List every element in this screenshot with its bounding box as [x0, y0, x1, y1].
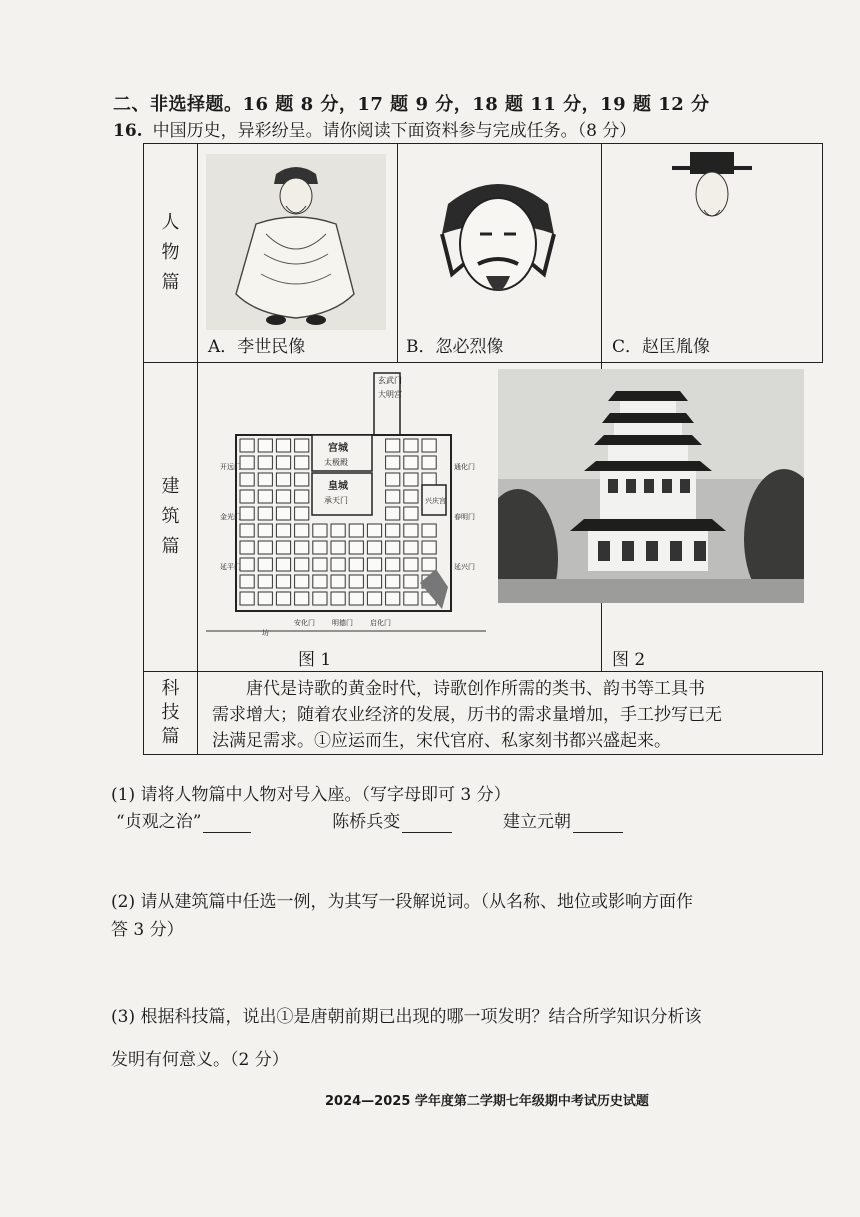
- city-ward-block: [349, 558, 363, 571]
- city-ward-block: [386, 507, 400, 520]
- svg-text:延平门: 延平门: [220, 563, 241, 571]
- city-ward-block: [258, 507, 272, 520]
- city-ward-block: [313, 592, 327, 605]
- city-ward-block: [240, 473, 254, 486]
- city-ward-block: [404, 558, 418, 571]
- blank2-label: 陈桥兵变: [332, 812, 401, 832]
- question-number: 16.: [113, 121, 143, 141]
- city-ward-block: [295, 558, 309, 571]
- city-ward-block: [240, 507, 254, 520]
- svg-text:太极殿: 太极殿: [324, 458, 348, 467]
- city-ward-block: [367, 575, 381, 588]
- portrait-caption-a: A．李世民像: [208, 337, 306, 357]
- figure1-cell: [198, 363, 646, 672]
- city-ward-block: [349, 541, 363, 554]
- city-ward-block: [258, 473, 272, 486]
- city-ward-block: [367, 524, 381, 537]
- city-ward-block: [404, 541, 418, 554]
- city-ward-block: [258, 439, 272, 452]
- city-ward-block: [295, 592, 309, 605]
- svg-text:春明门: 春明门: [454, 513, 475, 521]
- city-ward-block: [386, 558, 400, 571]
- city-ward-block: [258, 558, 272, 571]
- city-ward-block: [240, 456, 254, 469]
- city-ward-block: [313, 524, 327, 537]
- svg-text:启化门: 启化门: [370, 619, 391, 627]
- city-ward-block: [295, 456, 309, 469]
- city-ward-block: [313, 575, 327, 588]
- subquestion-1-blanks: [116, 807, 623, 833]
- city-ward-block: [276, 524, 290, 537]
- city-ward-block: [422, 473, 436, 486]
- people-row: [144, 144, 823, 363]
- city-ward-block: [349, 592, 363, 605]
- portrait-caption-c: C．赵匡胤像: [612, 337, 711, 357]
- city-ward-block: [422, 439, 436, 452]
- svg-text:承天门: 承天门: [324, 496, 348, 505]
- city-ward-block: [422, 558, 436, 571]
- city-ward-block: [404, 575, 418, 588]
- portrait-cell-b: [398, 144, 602, 363]
- answer-blank-2[interactable]: [402, 812, 452, 833]
- city-ward-block: [331, 541, 345, 554]
- city-ward-block: [331, 592, 345, 605]
- city-ward-block: [276, 439, 290, 452]
- city-ward-block: [386, 575, 400, 588]
- city-ward-block: [367, 541, 381, 554]
- city-ward-block: [422, 541, 436, 554]
- city-ward-block: [386, 473, 400, 486]
- svg-text:玄武门: 玄武门: [378, 376, 402, 385]
- figure2-caption: 图 2: [612, 650, 646, 670]
- section-title: 二、非选择题。16 题 8 分，17 题 9 分，18 题 11 分，19 题 12 分: [113, 94, 710, 115]
- buildings-row: [144, 363, 823, 672]
- city-ward-block: [422, 524, 436, 537]
- city-ward-block: [258, 575, 272, 588]
- tech-paragraph: 唐代是诗歌的黄金时代，诗歌创作所需的类书、韵书等工具书 需求增大；随着农业经济的发展，历书的需求量增加，手工抄写已无 法满足需求。①应运而生，宋代官府、私家刻书都兴盛起来。: [212, 679, 722, 751]
- answer-blank-1[interactable]: [203, 812, 251, 833]
- city-ward-block: [276, 558, 290, 571]
- city-ward-block: [349, 524, 363, 537]
- subquestion-2-line1: (2) 请从建筑篇中任选一例，为其写一段解说词。（从名称、地位或影响方面作: [111, 892, 693, 912]
- blank1-label: “贞观之治”: [116, 812, 202, 832]
- tech-row: [144, 672, 823, 755]
- city-ward-block: [386, 541, 400, 554]
- city-ward-block: [367, 558, 381, 571]
- people-row-label: 人 物 篇: [144, 144, 198, 363]
- city-ward-block: [404, 439, 418, 452]
- figure1-caption: 图 1: [298, 650, 332, 670]
- city-ward-block: [331, 575, 345, 588]
- city-ward-block: [240, 558, 254, 571]
- city-ward-block: [240, 439, 254, 452]
- svg-text:坊: 坊: [262, 629, 269, 637]
- portrait-cell-c: [602, 144, 823, 363]
- svg-text:延兴门: 延兴门: [454, 563, 475, 571]
- city-ward-block: [295, 507, 309, 520]
- city-ward-block: [331, 524, 345, 537]
- city-ward-block: [404, 490, 418, 503]
- kublai-khan-portrait: [428, 164, 568, 314]
- city-ward-block: [240, 592, 254, 605]
- city-ward-block: [258, 592, 272, 605]
- material-table: [143, 143, 823, 755]
- city-ward-block: [313, 541, 327, 554]
- city-ward-block: [276, 592, 290, 605]
- city-ward-block: [386, 439, 400, 452]
- city-ward-block: [240, 541, 254, 554]
- question-16-stem: [113, 116, 636, 141]
- svg-text:通化门: 通化门: [454, 463, 475, 471]
- svg-text:金光门: 金光门: [220, 513, 241, 521]
- city-ward-block: [386, 524, 400, 537]
- page-footer: 2024—2025 学年度第二学期七年级期中考试历史试题: [325, 1094, 649, 1109]
- city-ward-block: [276, 473, 290, 486]
- svg-text:明德门: 明德门: [332, 619, 353, 627]
- city-ward-block: [276, 575, 290, 588]
- city-ward-block: [404, 524, 418, 537]
- city-ward-block: [313, 558, 327, 571]
- city-ward-block: [295, 524, 309, 537]
- li-shimin-portrait: [206, 154, 386, 330]
- svg-text:兴庆宫: 兴庆宫: [425, 497, 446, 505]
- svg-text:大明宫: 大明宫: [378, 390, 402, 399]
- city-ward-block: [240, 490, 254, 503]
- city-ward-block: [295, 473, 309, 486]
- changan-city-map: [206, 369, 496, 639]
- city-ward-block: [276, 507, 290, 520]
- city-ward-block: [276, 490, 290, 503]
- city-ward-block: [386, 490, 400, 503]
- portrait-cell-a: [198, 144, 398, 363]
- city-ward-block: [240, 575, 254, 588]
- mogao-grottoes-photo: [498, 369, 804, 603]
- svg-text:开远门: 开远门: [220, 463, 241, 471]
- city-ward-block: [349, 575, 363, 588]
- city-ward-block: [258, 541, 272, 554]
- city-ward-block: [386, 456, 400, 469]
- city-ward-block: [240, 524, 254, 537]
- city-ward-block: [295, 541, 309, 554]
- city-ward-block: [258, 456, 272, 469]
- city-ward-block: [404, 592, 418, 605]
- buildings-row-label: 建 筑 篇: [144, 363, 198, 672]
- city-ward-block: [295, 490, 309, 503]
- subquestion-3-line1: (3) 根据科技篇，说出①是唐朝前期已出现的哪一项发明？结合所学知识分析该: [111, 1007, 702, 1027]
- city-ward-block: [367, 592, 381, 605]
- city-ward-block: [404, 507, 418, 520]
- city-ward-block: [404, 456, 418, 469]
- city-ward-block: [258, 524, 272, 537]
- city-ward-block: [295, 575, 309, 588]
- city-ward-block: [295, 439, 309, 452]
- zhao-kuangyin-portrait: [672, 150, 752, 230]
- subquestion-3-line2: 发明有何意义。（2 分）: [111, 1050, 289, 1070]
- svg-text:皇城: 皇城: [328, 481, 348, 492]
- blank3-label: 建立元朝: [503, 812, 572, 832]
- city-ward-block: [331, 558, 345, 571]
- svg-text:安化门: 安化门: [294, 619, 315, 627]
- question-stem: 中国历史，异彩纷呈。请你阅读下面资料参与完成任务。（8 分）: [152, 121, 637, 141]
- answer-blank-3[interactable]: [573, 812, 623, 833]
- city-ward-block: [422, 456, 436, 469]
- subquestion-1: (1) 请将人物篇中人物对号入座。（写字母即可 3 分）: [111, 785, 511, 805]
- city-ward-block: [386, 592, 400, 605]
- svg-text:宫城: 宫城: [328, 443, 348, 454]
- tech-row-label: 科 技 篇: [144, 672, 198, 755]
- city-ward-block: [276, 541, 290, 554]
- tech-text-cell: [198, 672, 823, 755]
- city-ward-block: [404, 473, 418, 486]
- subquestion-2-line2: 答 3 分）: [111, 920, 184, 940]
- portrait-caption-b: B．忽必烈像: [406, 337, 504, 357]
- city-ward-block: [258, 490, 272, 503]
- city-ward-block: [276, 456, 290, 469]
